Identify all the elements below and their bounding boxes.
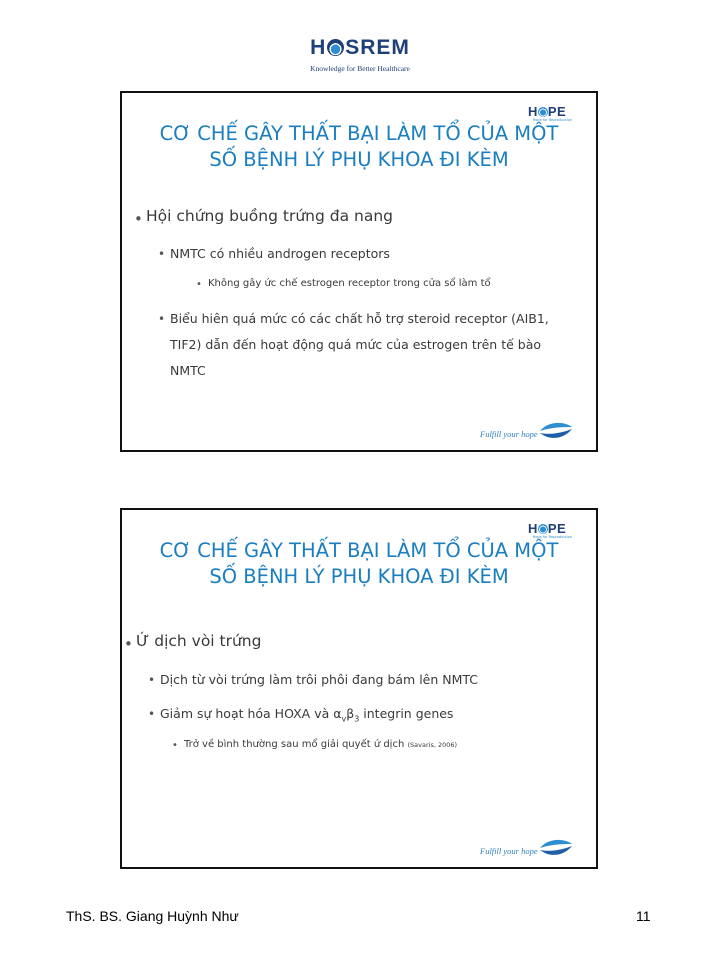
page-number: 11: [636, 908, 651, 924]
subscript-v: v: [341, 714, 347, 724]
hope-logo-wordmark: H PE: [528, 104, 567, 119]
bullet-dot: •: [158, 247, 166, 261]
author-name: ThS. BS. Giang Huỳnh Như: [66, 908, 239, 924]
bullet-hoxa-tail: integrin genes: [359, 706, 454, 721]
bullet-level1: Hội chứng buồng trứng đa nang: [146, 207, 393, 225]
bullet-level2-hoxa: [160, 706, 453, 724]
bullet-dot: •: [172, 740, 178, 751]
bullet-dot: •: [158, 312, 166, 326]
bullet-level1: Ứ dịch vòi trứng: [136, 632, 262, 650]
slide-title-line-2: SỐ BỆNH LÝ PHỤ KHOA ĐI KÈM: [209, 565, 509, 588]
hope-logo-subtext: Hope for Reproduction: [532, 535, 572, 539]
slide-title-line-2: SỐ BỆNH LÝ PHỤ KHOA ĐI KÈM: [209, 148, 509, 171]
slide-title-line-1: CƠ CHẾ GÂY THẤT BẠI LÀM TỔ CỦA MỘT: [159, 539, 559, 562]
hope-logo-wordmark: H PE: [528, 521, 567, 536]
bullet-level2-line3: NMTC: [170, 363, 206, 378]
hosrem-logo: [300, 36, 420, 78]
hope-logo-o-icon: [538, 107, 548, 117]
hosrem-logo-o-icon: [327, 39, 344, 56]
footer-tagline: Fulfill your hope: [480, 846, 538, 856]
slide-title: [142, 121, 576, 173]
hosrem-logo-wordmark: H SREM: [310, 36, 410, 59]
bullet-level3: Không gây ức chế estrogen receptor trong cửa sổ làm tổ: [208, 278, 491, 289]
bullet-hoxa-text: Giảm sự hoạt hóa HOXA và α: [160, 706, 342, 721]
subscript-3: 3: [354, 714, 360, 724]
bullet-level2-line1: Biểu hiên quá mức có các chất hỗ trợ steroid receptor (AIB1,: [170, 311, 549, 326]
bullet-level3: [184, 739, 457, 750]
footer-tagline: Fulfill your hope: [480, 429, 538, 439]
bullet-level3-text: Trở về bình thường sau mổ giải quyết ứ dịch: [184, 739, 405, 750]
slide-title-line-1: CƠ CHẾ GÂY THẤT BẠI LÀM TỔ CỦA MỘT: [159, 122, 559, 145]
hope-logo-o-icon: [538, 524, 548, 534]
hope-logo-subtext: Hope for Reproduction: [532, 118, 572, 122]
bullet-level2-line2: TIF2) dẫn đến hoạt động quá mức của estrogen trên tế bào: [170, 337, 542, 352]
citation: (Savaris, 2006): [407, 741, 458, 749]
hosrem-tagline: Knowledge for Better Healthcare: [310, 64, 410, 73]
bullet-dot: •: [134, 210, 143, 228]
bullet-dot: •: [124, 635, 133, 653]
leaf-icon: [538, 421, 574, 441]
leaf-icon: [538, 838, 574, 858]
slide-title: [142, 538, 576, 590]
beta-symbol: β: [346, 706, 355, 721]
bullet-dot: •: [148, 673, 156, 687]
slide-2: [120, 508, 598, 869]
bullet-level2: Dịch từ vòi trứng làm trôi phôi đang bám lên NMTC: [160, 672, 479, 687]
bullet-dot: •: [148, 707, 156, 721]
slide-1: [120, 91, 598, 452]
bullet-dot: •: [196, 279, 202, 290]
bullet-level2: NMTC có nhiều androgen receptors: [170, 246, 390, 261]
